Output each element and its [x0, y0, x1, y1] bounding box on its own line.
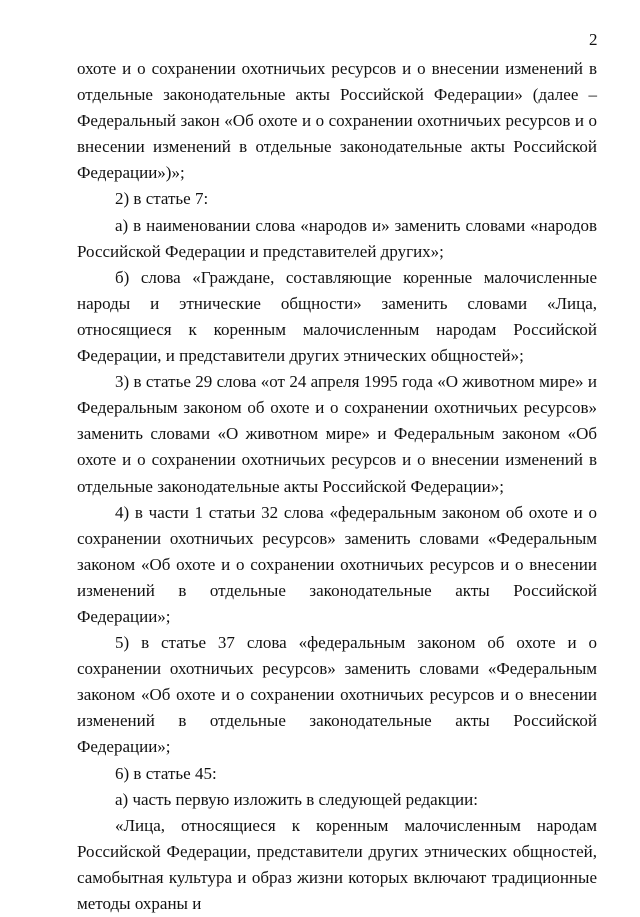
paragraph-item-2a: а) в наименовании слова «народов и» заменить словами «народов Российской Федерации и представителей других»;	[77, 215, 597, 261]
paragraph-item-4: 4) в части 1 статьи 32 слова «федеральным законом об охоте и о сохранении охотничьих ресурсов» заменить словами «Федеральным законом «Об охоте и о сохранении охотничьих ресурсов и о внесении изменений в отдельные законодательные акты Российской Федерации»;	[77, 502, 597, 626]
paragraph-item-3: 3) в статье 29 слова «от 24 апреля 1995 года «О животном мире» и Федеральным законом об охоте и о сохранении охотничьих ресурсов» заменить словами «О животном мире» и Федеральным законом «Об охоте и о сохранении охотничьих ресурсов и о внесении изменений в отдельные законодательные акты Российской Федерации»;	[77, 372, 597, 496]
paragraph-item-2b: б) слова «Граждане, составляющие коренные малочисленные народы и этнические общности» заменить словами «Лица, относящиеся к коренным малочисленным народам Российской Федерации, и представители других этнических общностей»;	[77, 267, 597, 366]
paragraph-quoted-text: «Лица, относящиеся к коренным малочисленным народам Российской Федерации, представители других этнических общностей, самобытная культура и образ жизни которых включают традиционные методы охраны и	[77, 815, 597, 913]
document-body	[77, 56, 597, 917]
page-number: 2	[589, 30, 598, 49]
paragraph-item-2: 2) в статье 7:	[115, 189, 209, 209]
paragraph-continuation: охоте и о сохранении охотничьих ресурсов и о внесении изменений в отдельные законодательные акты Российской Федерации» (далее – Федеральный закон «Об охоте и о сохранении охотничьих ресурсов и о внесении изменений в отдельные законодательные акты Российской Федерации»)»;	[77, 59, 597, 183]
paragraph-item-6: 6) в статье 45:	[115, 763, 217, 783]
paragraph-item-5: 5) в статье 37 слова «федеральным законом об охоте и о сохранении охотничьих ресурсов» заменить словами «Федеральным законом «Об охоте и о сохранении охотничьих ресурсов и о внесении изменений в отдельные законодательные акты Российской Федерации»;	[77, 633, 597, 757]
paragraph-item-6a: а) часть первую изложить в следующей редакции:	[115, 789, 478, 809]
